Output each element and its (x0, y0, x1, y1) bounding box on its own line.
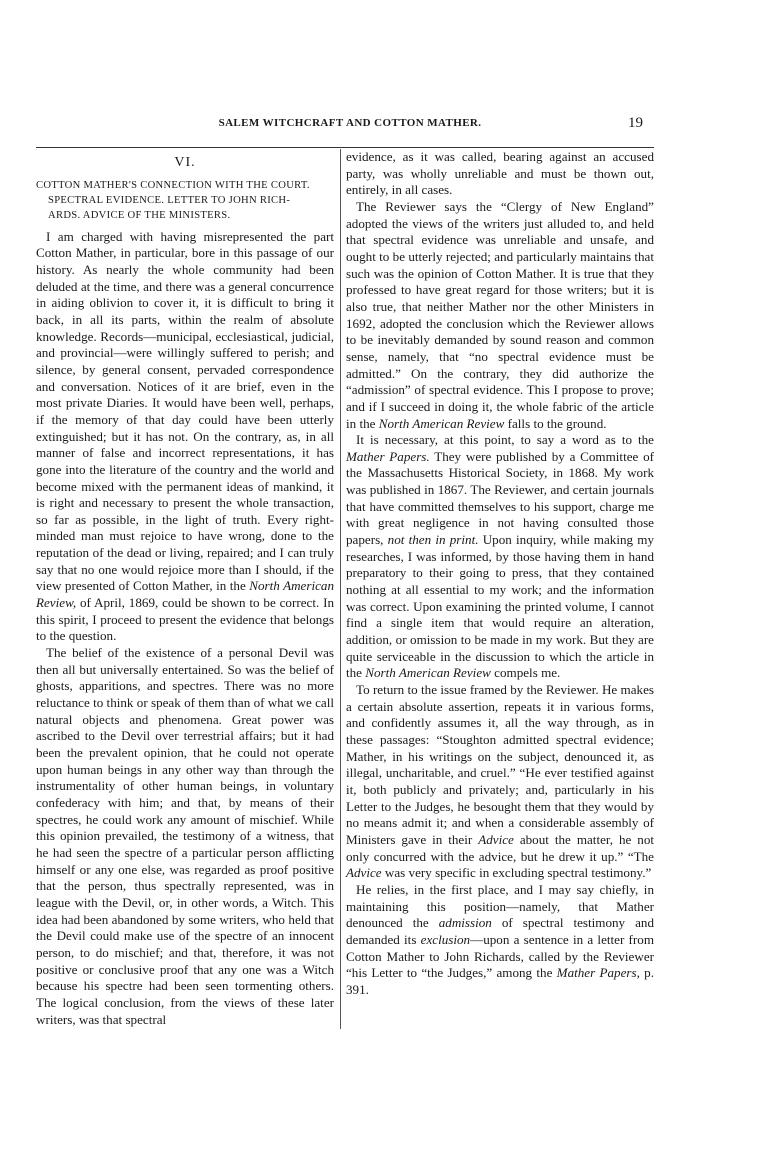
section-heading (36, 178, 334, 223)
section-number: VI. (174, 155, 196, 170)
section-heading-line: COTTON MATHER'S CONNECTION WITH THE COURT. (36, 179, 310, 191)
paragraph: The belief of the existence of a personal Devil was then all but universally entertained. So was the belief of ghosts, apparitions, and spectres. There was no more reluctance to think or speak of them than of what we call natural objects and phenomena. Great power was ascribed to the Devil over terrestrial affairs; but it had been the prevalent opinion, that he could not operate upon human beings in any other way than through the instrumentality of other human beings, in voluntary confederacy with him; and that, by means of their spectres, he could work any amount of mischief. While this opinion prevailed, the testimony of a witness, that he had seen the spectre of a particular person afflicting himself or any one else, was regarded as proof positive that the person, thus spectrally represented, was in league with the Devil, or, in other words, a Witch. This idea had been abandoned by some writers, who held that the Devil could make use of the spectre of an innocent person, to do mischief; and that, therefore, it was not positive or conclusive proof that any one was a Witch because his spectre had been seen tormenting others. The logical conclusion, from the views of these later writers, was that spectral (36, 645, 334, 1027)
paragraph: evidence, as it was called, bearing against an accused party, was wholly unreliable and must be thown out, entirely, in all cases. (346, 149, 654, 198)
right-column (346, 149, 654, 998)
journal-title: North American Review, (36, 578, 334, 611)
paragraph: I am charged with having misrepresented the part Cotton Mather, in particular, bore in this passage of our history. As nearly the whole community had been deluded at the time, and there was a general concurrence in aiding oblivion to cover it, it is difficult to bring it back, in all its parts, within the realm of absolute knowledge. Records—municipal, ecclesiastical, judicial, and provincial—were willingly suffered to perish; and silence, by general consent, pervaded correspondence and conversation. Notices of it are brief, even in the most private Diaries. It would have been well, perhaps, if the memory of that day could have been utterly extinguished; but it has not. On the contrary, as, in all manner of false and incorrect representations, it has gone into the literature of the country and the world and become mixed with the permanent ideas of mankind, it is right and necessary to present the whole transaction, so far as possible, in the light of truth. Every right-minded man must rejoice to have wrong, done to the reputation of the dead or living, repaired; and I can truly say that no one would rejoice more than I should, if the view presented of Cotton Mather, in the North American Review, of April, 1869, could be shown to be correct. In this spirit, I proceed to present the evidence that belongs to the question. (36, 228, 334, 644)
book-title: Mather Papers, (556, 965, 640, 981)
column-divider (340, 149, 341, 1029)
section-heading-line: ARDS. ADVICE OF THE MINISTERS. (48, 209, 231, 221)
advice-title: Advice (346, 865, 382, 881)
paragraph: It is necessary, at this point, to say a word as to the Mather Papers. They were published by a Committee of the Massachusetts Historical Society, in 1868. My work was published in 1867. The Reviewer, and certain journals that have committed themselves to his support, charge me with great negligence in not having consulted those papers, not then in print. Upon inquiry, while making my researches, I was informed, by those having them in hand preparatory to their going to press, that they contained nothing at all essential to my work; and the information was correct. Upon examining the printed volume, I cannot find a single item that would require an alteration, addition, or omission to be made in my work. But they are quite serviceable in the discussion to which the article in the North American Review compels me. (346, 432, 654, 681)
journal-title: North American Review (378, 415, 505, 431)
advice-title: Advice (478, 831, 514, 847)
section-heading-line: SPECTRAL EVIDENCE. LETTER TO JOHN RICH- (48, 194, 291, 206)
paragraph: He relies, in the first place, and I may say chiefly, in maintaining this position—namely, that Mather denounced the admission of spectral testimony and demanded its exclusion—upon a sentence in a letter from Cotton Mather to John Richards, called by the Reviewer “his Letter to “the Judges,” among the Mather Papers, p. 391. (346, 881, 655, 997)
emphasis: not then in print. (387, 532, 479, 548)
left-column (36, 149, 334, 1028)
running-head-title: SALEM WITCHCRAFT AND COTTON MATHER. (218, 117, 482, 129)
book-title: Mather Papers. (346, 448, 430, 464)
page-number: 19 (628, 115, 643, 131)
emphasis: admission (438, 915, 492, 931)
header-rule (36, 147, 654, 148)
emphasis: exclusion (420, 931, 471, 947)
journal-title: North American Review (365, 665, 491, 681)
paragraph: To return to the issue framed by the Reviewer. He makes a certain absolute assertion, repeats it in various forms, and confidently assumes it, all the way through, as in these passages: “Stoughton admitted spectral evidence; Mather, in his writings on the subject, denounced it, as illegal, uncharitable, and cruel.” “He ever testified against it, both publicly and privately; and, particularly in his Letter to the Judges, he besought them that they would by no means admit it; and when a considerable assembly of Ministers gave in their Advice about the matter, he not only concurred with the advice, but he drew it up.” “The Advice was very specific in excluding spectral testimony.” (346, 682, 655, 881)
running-head (0, 117, 776, 133)
paragraph: The Reviewer says the “Clergy of New England” adopted the views of the writers just alluded to, and held that spectral evidence was unreliable and unsafe, and ought to be utterly rejected; and particularly maintains that such was the opinion of Cotton Mather. It is true that they professed to have great regard for those writers; but it is also true, that neither Mather nor the other Ministers in 1692, adopted the conclusion which the Reviewer allows to be inevitably demanded by sound reason and common sense, namely, that “no spectral evidence must be admitted.” On the contrary, they did authorize the “admission” of spectral evidence. This I propose to prove; and if I succeed in doing it, the whole fabric of the article in the North American Review falls to the ground. (346, 198, 654, 431)
